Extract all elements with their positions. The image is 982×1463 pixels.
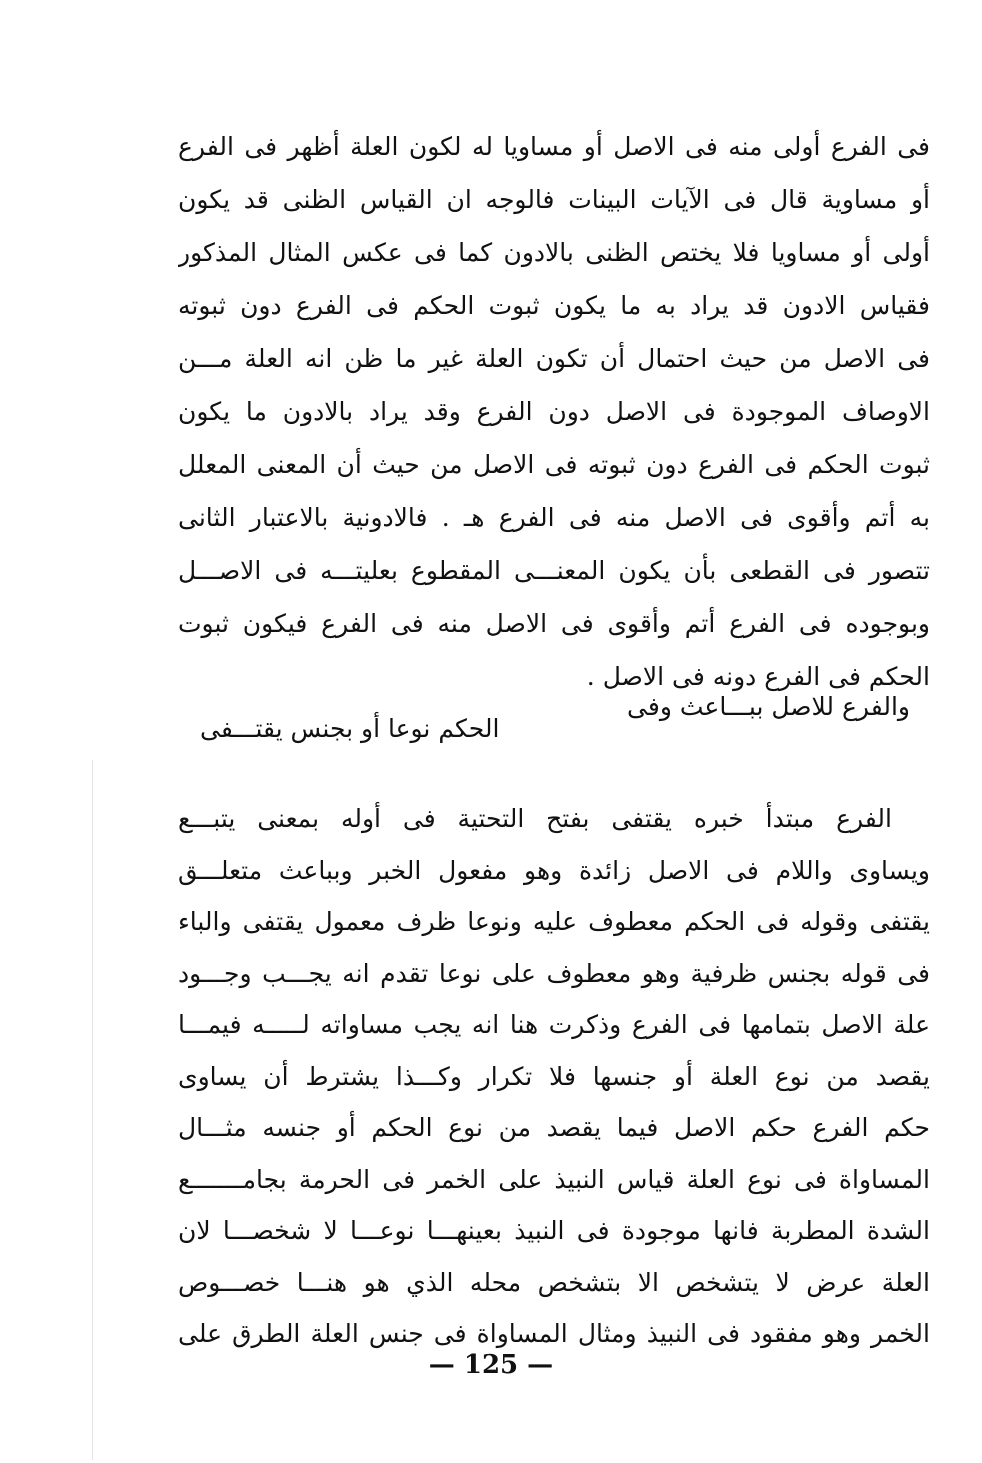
verse-second-hemistich: الحكم نوعا أو بجنس يقتـــفى <box>200 714 500 743</box>
text-line: به أتم وأقوى فى الاصل منه فى الفرع هـ . فالادونية بالاعتبار الثانى <box>178 503 930 532</box>
text-line: فى الفرع أولى منه فى الاصل أو مساويا له لكون العلة أظهر فى الفرع <box>178 132 930 161</box>
text-line: الخمر وهو مفقود فى النبيذ ومثال المساواة فى جنس العلة الطرق على <box>178 1319 930 1348</box>
text-line: وبوجوده فى الفرع أتم وأقوى فى الاصل منه فى الفرع فيكون ثبوت <box>178 609 930 638</box>
text-line: يقتفى وقوله فى الحكم معطوف عليه ونوعا ظرف معمول يقتفى والباء <box>178 907 930 936</box>
text-line: الشدة المطربة فانها موجودة فى النبيذ بعينهـــا نوعـــا لا شخصـــا لان <box>178 1216 930 1245</box>
text-line: أولى أو مساويا فلا يختص الظنى بالادون كما فى عكس المثال المذكور <box>178 238 930 267</box>
text-line: فقياس الادون قد يراد به ما يكون ثبوت الحكم فى الفرع دون ثبوته <box>178 291 930 320</box>
paragraph-commentary-1 <box>178 120 930 703</box>
text-line: ويساوى واللام فى الاصل زائدة وهو مفعول الخبر وبباعث متعلـــق <box>178 855 930 885</box>
page-number: — 125 — <box>428 1350 554 1380</box>
text-line: الفرع مبتدأ خبره يقتفى بفتح التحتية فى أوله بمعنى يتبـــع <box>178 804 892 833</box>
verse-first-hemistich: والفرع للاصل ببـــاعث وفى <box>627 692 910 721</box>
text-line: يقصد من نوع العلة أو جنسها فلا تكرار وكـــذا يشترط أن يساوى <box>178 1061 930 1091</box>
text-line: الاوصاف الموجودة فى الاصل دون الفرع وقد يراد بالادون ما يكون <box>178 397 930 426</box>
text-line: فى قوله بجنس ظرفية وهو معطوف على نوعا تقدم انه يجـــب وجـــود <box>178 958 930 988</box>
text-line: حكم الفرع حكم الاصل فيما يقصد من نوع الحكم أو جنسه مثـــال <box>178 1113 930 1142</box>
text-line: ثبوت الحكم فى الفرع دون ثبوته فى الاصل من حيث أن المعنى المعلل <box>178 450 930 479</box>
text-line: العلة عرض لا يتشخص الا بتشخص محله الذي هو هنـــا خصـــوص <box>178 1267 930 1297</box>
poem-verse <box>200 692 910 752</box>
text-line: الحكم فى الفرع دونه فى الاصل . <box>586 662 930 691</box>
text-line: المساواة فى نوع العلة قياس النبيذ على الخمر فى الحرمة بجامـــــــع <box>178 1164 930 1194</box>
text-line: فى الاصل من حيث احتمال أن تكون العلة غير ما ظن انه العلة مـــن <box>178 344 930 373</box>
paragraph-commentary-2 <box>178 793 930 1360</box>
text-line: تتصور فى القطعى بأن يكون المعنـــى المقطوع بعليتـــه فى الاصـــل <box>178 556 930 585</box>
text-line: أو مساوية قال فى الآيات البينات فالوجه ان القياس الظنى قد يكون <box>178 185 930 214</box>
text-line: علة الاصل بتمامها فى الفرع وذكرت هنا انه يجب مساواته لـــــه فيمـــا <box>178 1010 930 1039</box>
